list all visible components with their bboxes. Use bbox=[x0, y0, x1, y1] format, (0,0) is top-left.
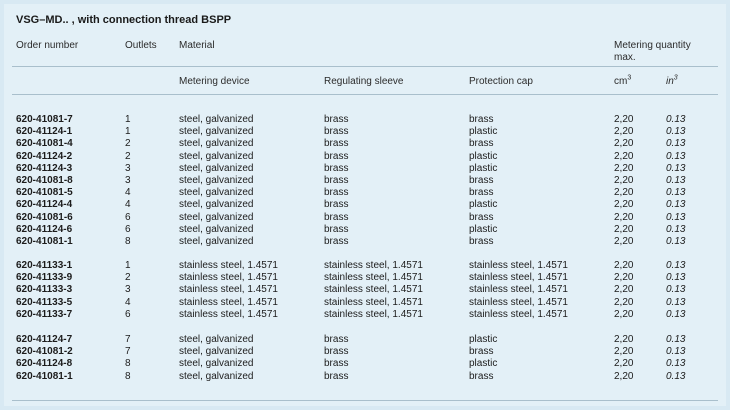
table-row bbox=[4, 260, 726, 272]
table-row bbox=[4, 163, 726, 175]
order-number-cell: 620-41124-4 bbox=[16, 199, 73, 211]
metering-device-cell: stainless steel, 1.4571 bbox=[179, 308, 278, 320]
order-number-cell: 620-41081-1 bbox=[16, 236, 73, 247]
order-number-cell: 620-41133-3 bbox=[16, 284, 73, 296]
header-material: Material bbox=[179, 40, 215, 51]
metering-cm3-cell: 2,20 bbox=[614, 260, 634, 271]
table-row bbox=[4, 284, 726, 296]
metering-in3-cell: 0.13 bbox=[666, 211, 686, 223]
metering-in3-cell: 0.13 bbox=[666, 138, 686, 150]
outlets-cell: 4 bbox=[125, 187, 131, 199]
regulating-sleeve-cell: brass bbox=[324, 114, 349, 125]
table-row bbox=[4, 272, 726, 284]
metering-device-cell: steel, galvanized bbox=[179, 162, 254, 174]
metering-cm3-cell: 2,20 bbox=[614, 308, 634, 320]
product-table-card bbox=[4, 4, 726, 406]
header-unit-cm3: $cm^3$ bbox=[614, 74, 632, 87]
order-number-cell: 620-41081-8 bbox=[16, 175, 73, 186]
table-row bbox=[4, 187, 726, 199]
metering-device-cell: steel, galvanized bbox=[179, 126, 254, 138]
metering-cm3-cell: 2,20 bbox=[614, 126, 634, 138]
metering-in3-cell: 0.13 bbox=[666, 296, 686, 308]
metering-cm3-cell: 2,20 bbox=[614, 150, 634, 162]
protection-cap-cell: stainless steel, 1.4571 bbox=[469, 272, 568, 284]
metering-in3-cell: 0.13 bbox=[666, 370, 686, 382]
metering-device-cell: steel, galvanized bbox=[179, 334, 254, 345]
metering-in3-cell: 0.13 bbox=[666, 199, 686, 211]
header-order-number: Order number bbox=[16, 40, 79, 51]
regulating-sleeve-cell: brass bbox=[324, 187, 349, 199]
outlets-cell: 8 bbox=[125, 358, 131, 370]
protection-cap-cell: plastic bbox=[469, 223, 498, 235]
metering-cm3-cell: 2,20 bbox=[614, 175, 634, 186]
protection-cap-cell: brass bbox=[469, 370, 494, 382]
table-row bbox=[4, 236, 726, 248]
protection-cap-cell: plastic bbox=[469, 199, 498, 211]
metering-device-cell: steel, galvanized bbox=[179, 138, 254, 150]
regulating-sleeve-cell: stainless steel, 1.4571 bbox=[324, 308, 423, 320]
order-number-cell: 620-41133-1 bbox=[16, 260, 73, 271]
order-number-cell: 620-41124-7 bbox=[16, 334, 73, 345]
protection-cap-cell: stainless steel, 1.4571 bbox=[469, 284, 568, 296]
order-number-cell: 620-41124-8 bbox=[16, 358, 73, 370]
metering-in3-cell: 0.13 bbox=[666, 260, 686, 271]
header-regulating-sleeve: Regulating sleeve bbox=[324, 76, 404, 87]
table-row bbox=[4, 212, 726, 224]
metering-in3-cell: 0.13 bbox=[666, 126, 686, 138]
metering-in3-cell: 0.13 bbox=[666, 358, 686, 370]
metering-device-cell: stainless steel, 1.4571 bbox=[179, 284, 278, 296]
table-row bbox=[4, 114, 726, 126]
regulating-sleeve-cell: brass bbox=[324, 162, 349, 174]
protection-cap-cell: plastic bbox=[469, 126, 498, 138]
outlets-cell: 1 bbox=[125, 114, 131, 125]
regulating-sleeve-cell: stainless steel, 1.4571 bbox=[324, 260, 423, 271]
order-number-cell: 620-41124-2 bbox=[16, 150, 73, 162]
regulating-sleeve-cell: brass bbox=[324, 346, 349, 358]
metering-in3-cell: 0.13 bbox=[666, 175, 686, 186]
protection-cap-cell: brass bbox=[469, 175, 494, 186]
order-number-cell: 620-41081-6 bbox=[16, 211, 73, 223]
regulating-sleeve-cell: brass bbox=[324, 211, 349, 223]
protection-cap-cell: plastic bbox=[469, 334, 498, 345]
metering-in3-cell: 0.13 bbox=[666, 284, 686, 296]
protection-cap-cell: stainless steel, 1.4571 bbox=[469, 296, 568, 308]
regulating-sleeve-cell: brass bbox=[324, 370, 349, 382]
metering-in3-cell: 0.13 bbox=[666, 150, 686, 162]
metering-in3-cell: 0.13 bbox=[666, 308, 686, 320]
header-max: max. bbox=[614, 52, 636, 63]
table-row bbox=[4, 371, 726, 383]
metering-in3-cell: 0.13 bbox=[666, 162, 686, 174]
metering-cm3-cell: 2,20 bbox=[614, 211, 634, 223]
protection-cap-cell: brass bbox=[469, 114, 494, 125]
table-title: VSG–MD.. , with connection thread BSPP bbox=[16, 14, 232, 26]
regulating-sleeve-cell: stainless steel, 1.4571 bbox=[324, 284, 423, 296]
table-row bbox=[4, 151, 726, 163]
regulating-sleeve-cell: brass bbox=[324, 138, 349, 150]
outlets-cell: 3 bbox=[125, 284, 131, 296]
table-row bbox=[4, 224, 726, 236]
order-number-cell: 620-41081-4 bbox=[16, 138, 73, 150]
metering-cm3-cell: 2,20 bbox=[614, 296, 634, 308]
metering-device-cell: steel, galvanized bbox=[179, 150, 254, 162]
metering-device-cell: steel, galvanized bbox=[179, 187, 254, 199]
metering-cm3-cell: 2,20 bbox=[614, 114, 634, 125]
protection-cap-cell: brass bbox=[469, 187, 494, 199]
table-row bbox=[4, 346, 726, 358]
metering-device-cell: steel, galvanized bbox=[179, 114, 254, 125]
metering-device-cell: steel, galvanized bbox=[179, 358, 254, 370]
regulating-sleeve-cell: brass bbox=[324, 150, 349, 162]
regulating-sleeve-cell: brass bbox=[324, 126, 349, 138]
outlets-cell: 6 bbox=[125, 223, 131, 235]
order-number-cell: 620-41081-2 bbox=[16, 346, 73, 358]
metering-cm3-cell: 2,20 bbox=[614, 358, 634, 370]
metering-in3-cell: 0.13 bbox=[666, 346, 686, 358]
metering-cm3-cell: 2,20 bbox=[614, 138, 634, 150]
header-protection-cap: Protection cap bbox=[469, 76, 533, 87]
order-number-cell: 620-41124-1 bbox=[16, 126, 73, 138]
metering-in3-cell: 0.13 bbox=[666, 187, 686, 199]
order-number-cell: 620-41124-6 bbox=[16, 223, 73, 235]
protection-cap-cell: brass bbox=[469, 236, 494, 247]
order-number-cell: 620-41124-3 bbox=[16, 162, 73, 174]
regulating-sleeve-cell: brass bbox=[324, 334, 349, 345]
metering-device-cell: steel, galvanized bbox=[179, 223, 254, 235]
metering-cm3-cell: 2,20 bbox=[614, 346, 634, 358]
table-row bbox=[4, 199, 726, 211]
order-number-cell: 620-41133-9 bbox=[16, 272, 73, 284]
metering-device-cell: steel, galvanized bbox=[179, 236, 254, 247]
metering-cm3-cell: 2,20 bbox=[614, 199, 634, 211]
outlets-cell: 1 bbox=[125, 126, 131, 138]
regulating-sleeve-cell: brass bbox=[324, 358, 349, 370]
table-row bbox=[4, 297, 726, 309]
regulating-sleeve-cell: brass bbox=[324, 223, 349, 235]
metering-in3-cell: 0.13 bbox=[666, 272, 686, 284]
outlets-cell: 3 bbox=[125, 175, 131, 186]
protection-cap-cell: plastic bbox=[469, 358, 498, 370]
table-row bbox=[4, 358, 726, 370]
units-divider bbox=[12, 94, 718, 95]
outlets-cell: 3 bbox=[125, 162, 131, 174]
metering-device-cell: stainless steel, 1.4571 bbox=[179, 296, 278, 308]
metering-device-cell: steel, galvanized bbox=[179, 346, 254, 358]
table-row bbox=[4, 309, 726, 321]
header-divider bbox=[12, 66, 718, 67]
order-number-cell: 620-41081-5 bbox=[16, 187, 73, 199]
regulating-sleeve-cell: brass bbox=[324, 199, 349, 211]
metering-in3-cell: 0.13 bbox=[666, 334, 686, 345]
metering-in3-cell: 0.13 bbox=[666, 236, 686, 247]
metering-device-cell: steel, galvanized bbox=[179, 211, 254, 223]
protection-cap-cell: brass bbox=[469, 138, 494, 150]
outlets-cell: 8 bbox=[125, 236, 131, 247]
protection-cap-cell: stainless steel, 1.4571 bbox=[469, 308, 568, 320]
outlets-cell: 1 bbox=[125, 260, 131, 271]
regulating-sleeve-cell: brass bbox=[324, 175, 349, 186]
order-number-cell: 620-41133-5 bbox=[16, 296, 73, 308]
metering-device-cell: stainless steel, 1.4571 bbox=[179, 260, 278, 271]
outlets-cell: 4 bbox=[125, 296, 131, 308]
metering-device-cell: stainless steel, 1.4571 bbox=[179, 272, 278, 284]
regulating-sleeve-cell: stainless steel, 1.4571 bbox=[324, 272, 423, 284]
metering-cm3-cell: 2,20 bbox=[614, 370, 634, 382]
outlets-cell: 2 bbox=[125, 150, 131, 162]
outlets-cell: 8 bbox=[125, 370, 131, 382]
header-unit-in3: $in^3$ bbox=[666, 74, 678, 87]
metering-cm3-cell: 2,20 bbox=[614, 162, 634, 174]
metering-cm3-cell: 2,20 bbox=[614, 284, 634, 296]
metering-in3-cell: 0.13 bbox=[666, 223, 686, 235]
order-number-cell: 620-41081-7 bbox=[16, 114, 73, 125]
table-row bbox=[4, 175, 726, 187]
table-row bbox=[4, 334, 726, 346]
metering-cm3-cell: 2,20 bbox=[614, 223, 634, 235]
outlets-cell: 6 bbox=[125, 211, 131, 223]
regulating-sleeve-cell: stainless steel, 1.4571 bbox=[324, 296, 423, 308]
bottom-divider bbox=[12, 400, 718, 401]
header-outlets: Outlets bbox=[125, 40, 157, 51]
header-metering-quantity: Metering quantity bbox=[614, 40, 691, 51]
protection-cap-cell: brass bbox=[469, 346, 494, 358]
protection-cap-cell: brass bbox=[469, 211, 494, 223]
protection-cap-cell: stainless steel, 1.4571 bbox=[469, 260, 568, 271]
outlets-cell: 7 bbox=[125, 346, 131, 358]
outlets-cell: 2 bbox=[125, 138, 131, 150]
metering-device-cell: steel, galvanized bbox=[179, 175, 254, 186]
table-row bbox=[4, 126, 726, 138]
metering-in3-cell: 0.13 bbox=[666, 114, 686, 125]
outlets-cell: 2 bbox=[125, 272, 131, 284]
outlets-cell: 4 bbox=[125, 199, 131, 211]
outlets-cell: 6 bbox=[125, 308, 131, 320]
metering-cm3-cell: 2,20 bbox=[614, 236, 634, 247]
metering-cm3-cell: 2,20 bbox=[614, 187, 634, 199]
metering-device-cell: steel, galvanized bbox=[179, 370, 254, 382]
metering-device-cell: steel, galvanized bbox=[179, 199, 254, 211]
metering-cm3-cell: 2,20 bbox=[614, 334, 634, 345]
regulating-sleeve-cell: brass bbox=[324, 236, 349, 247]
protection-cap-cell: plastic bbox=[469, 150, 498, 162]
order-number-cell: 620-41081-1 bbox=[16, 370, 73, 382]
header-metering-device: Metering device bbox=[179, 76, 250, 87]
outlets-cell: 7 bbox=[125, 334, 131, 345]
table-row bbox=[4, 138, 726, 150]
protection-cap-cell: plastic bbox=[469, 162, 498, 174]
metering-cm3-cell: 2,20 bbox=[614, 272, 634, 284]
order-number-cell: 620-41133-7 bbox=[16, 308, 73, 320]
